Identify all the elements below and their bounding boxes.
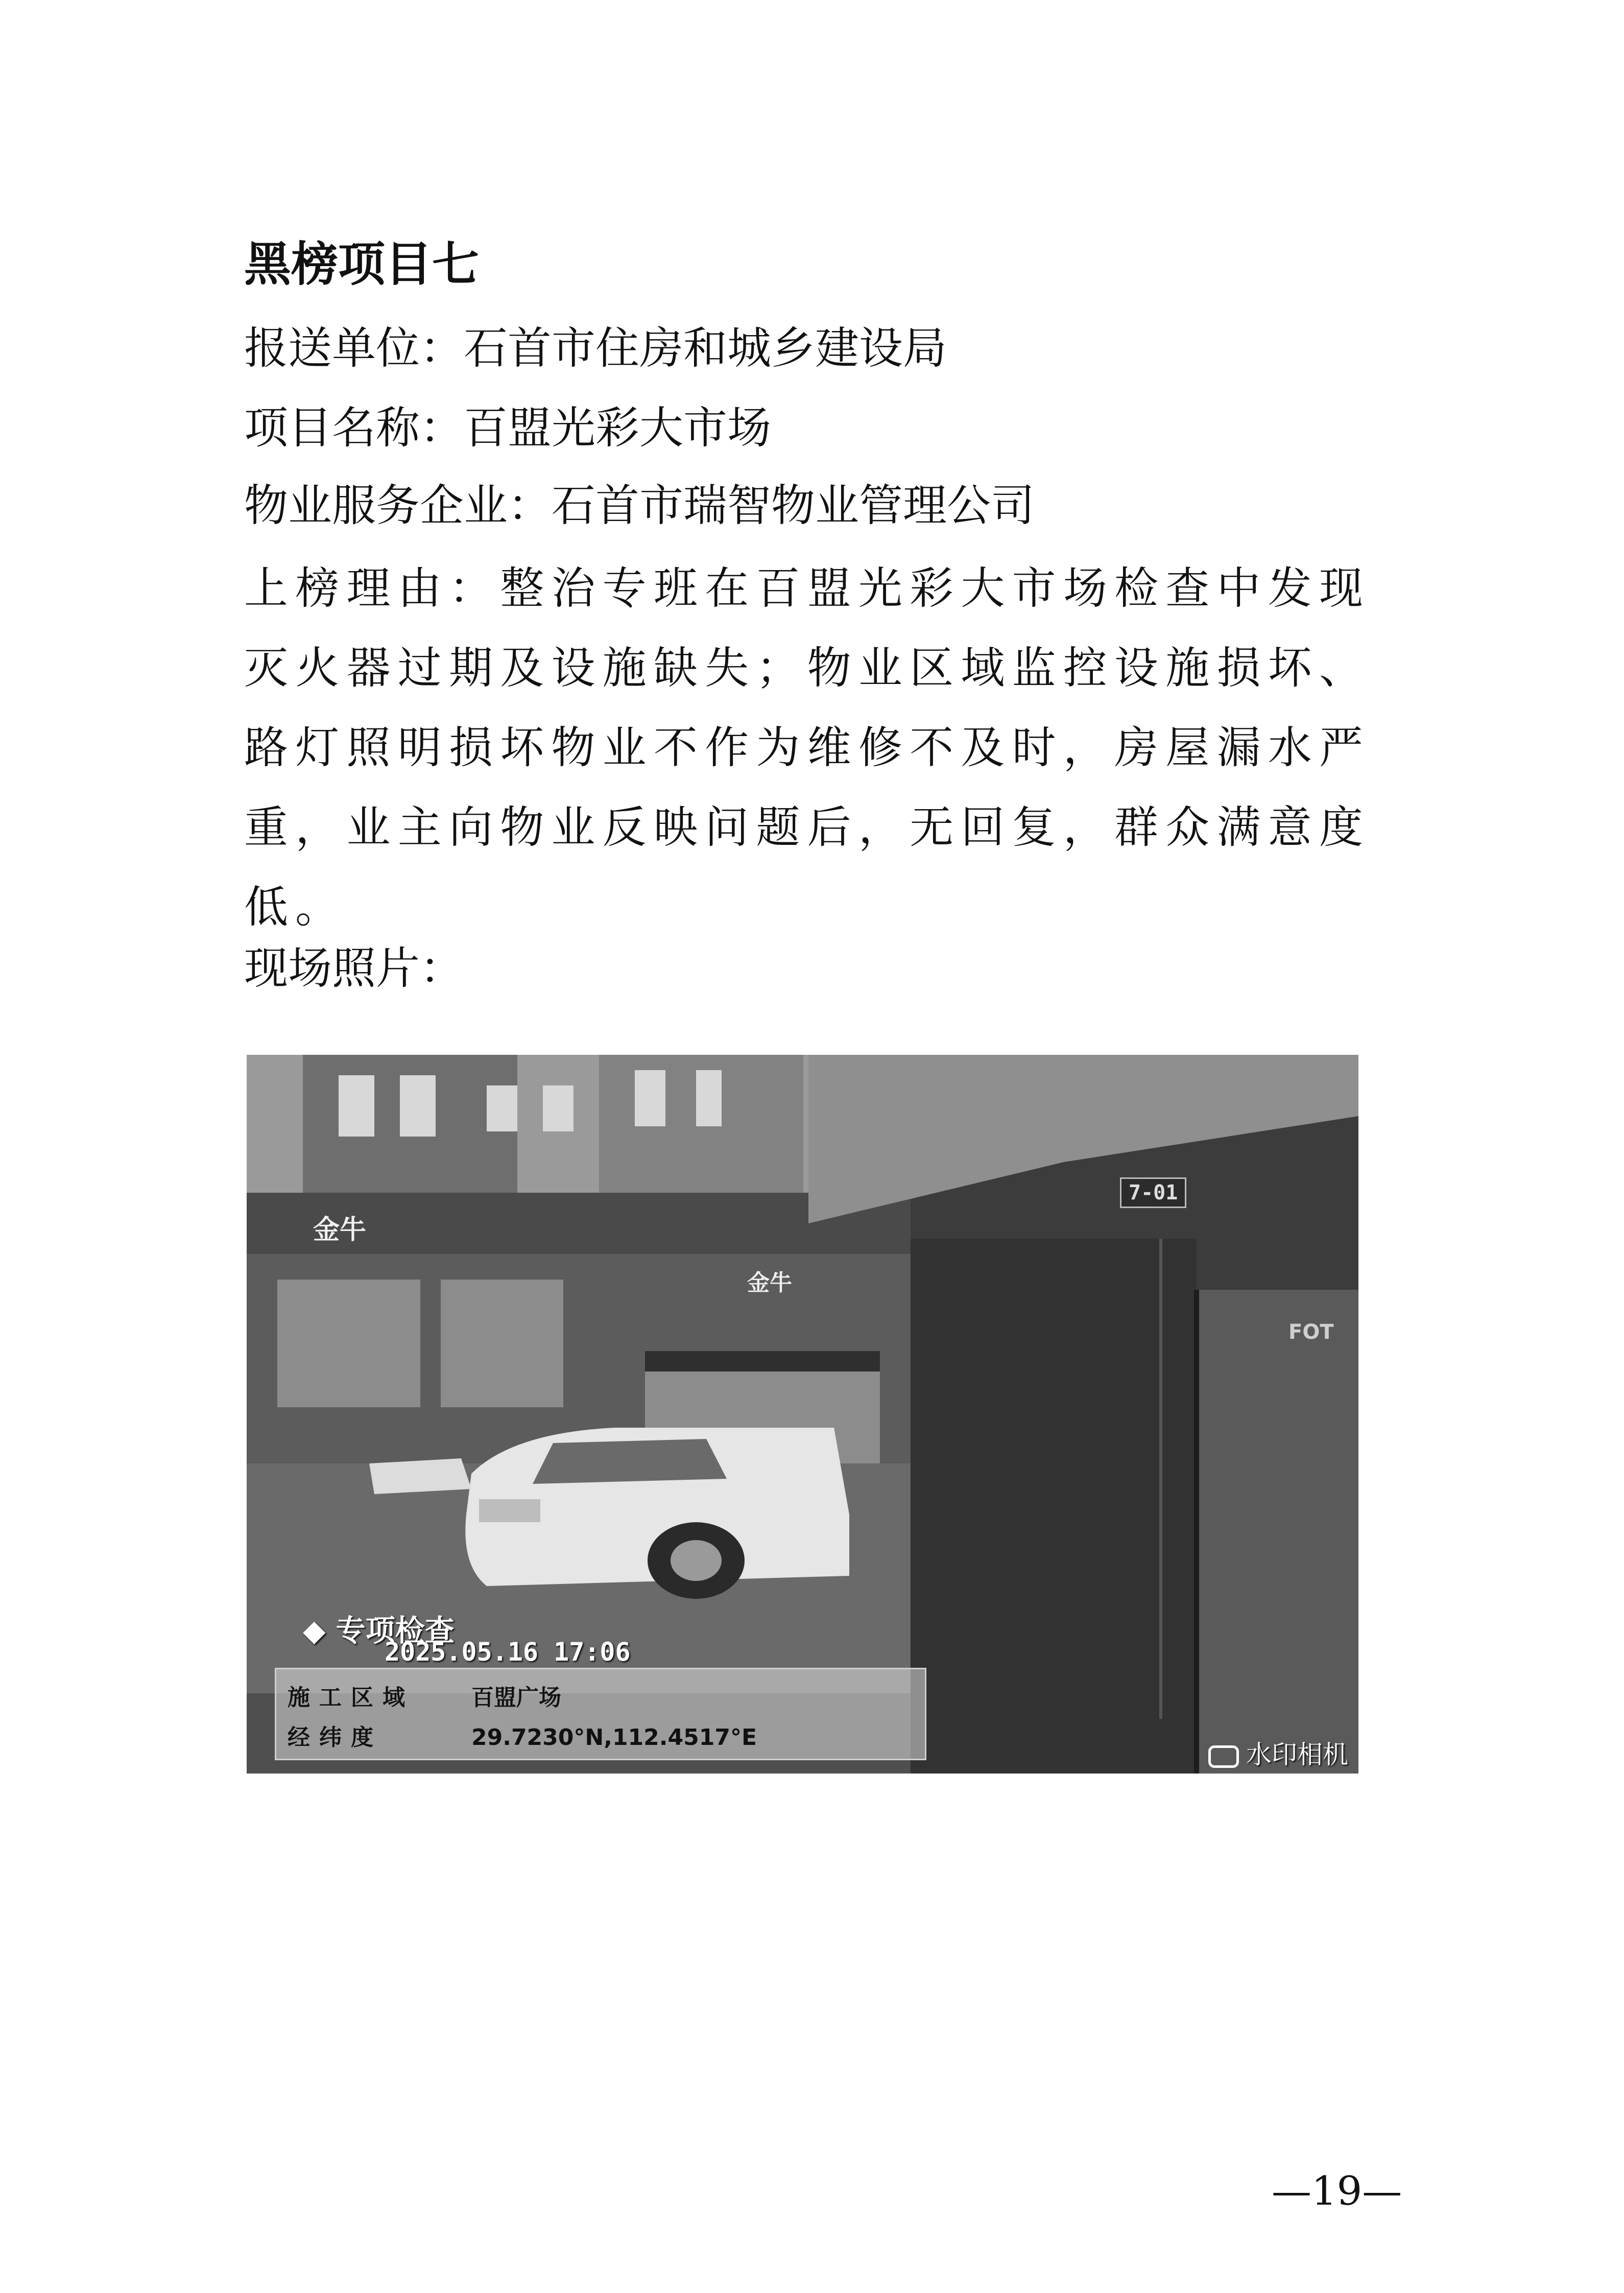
field-project-name [244, 397, 771, 459]
reason-label: 上榜理由： [244, 563, 500, 614]
field-value: 石首市瑞智物业管理公司 [552, 480, 1035, 531]
store-sign: 金牛 [313, 1215, 367, 1245]
store-sign: FOT [1288, 1320, 1334, 1344]
field-label: 报送单位： [244, 323, 464, 374]
field-value: 百盟光彩大市场 [464, 403, 771, 454]
listing-reason [244, 549, 1370, 947]
watermark-key: 施工区域 [288, 1685, 414, 1711]
watermark-value: 29.7230°N,112.4517°E [471, 1724, 757, 1751]
photo-caption: 现场照片： [244, 943, 464, 994]
watermark-title-text: 专项检查 [336, 1613, 455, 1648]
watermark-title: ◆ 专项检查 [303, 1613, 455, 1648]
watermark-row-coordinates [288, 1719, 921, 1752]
reason-text: 整治专班在百盟光彩大市场检查中发现灭火器过期及设施缺失；物业区域监控设施损坏、路灯照明损坏物业不作为维修不及时，房屋漏水严重，业主向物业反映问题后，无回复，群众满意度低。 [244, 563, 1371, 933]
watermark-row-area [288, 1679, 921, 1712]
watermark-datetime: 2025.05.16 17:06 [385, 1637, 631, 1667]
page-number: —19— [1272, 2168, 1402, 2214]
field-property-company [244, 475, 1035, 536]
unit-number-plate: 7-01 [1120, 1177, 1186, 1208]
field-label: 物业服务企业： [244, 480, 552, 531]
camera-app-name: 水印相机 [1246, 1740, 1348, 1769]
store-sign: 金牛 [747, 1270, 792, 1296]
camera-icon [1208, 1745, 1239, 1768]
watermark-value: 百盟广场 [471, 1685, 561, 1711]
field-label: 项目名称： [244, 403, 464, 454]
field-reporting-unit [244, 318, 947, 379]
site-photo [247, 1055, 1358, 1774]
field-value: 石首市住房和城乡建设局 [464, 323, 947, 374]
camera-app-badge [1208, 1734, 1348, 1771]
section-heading: 黑榜项目七 [244, 237, 480, 292]
watermark-key: 经纬度 [288, 1724, 383, 1751]
